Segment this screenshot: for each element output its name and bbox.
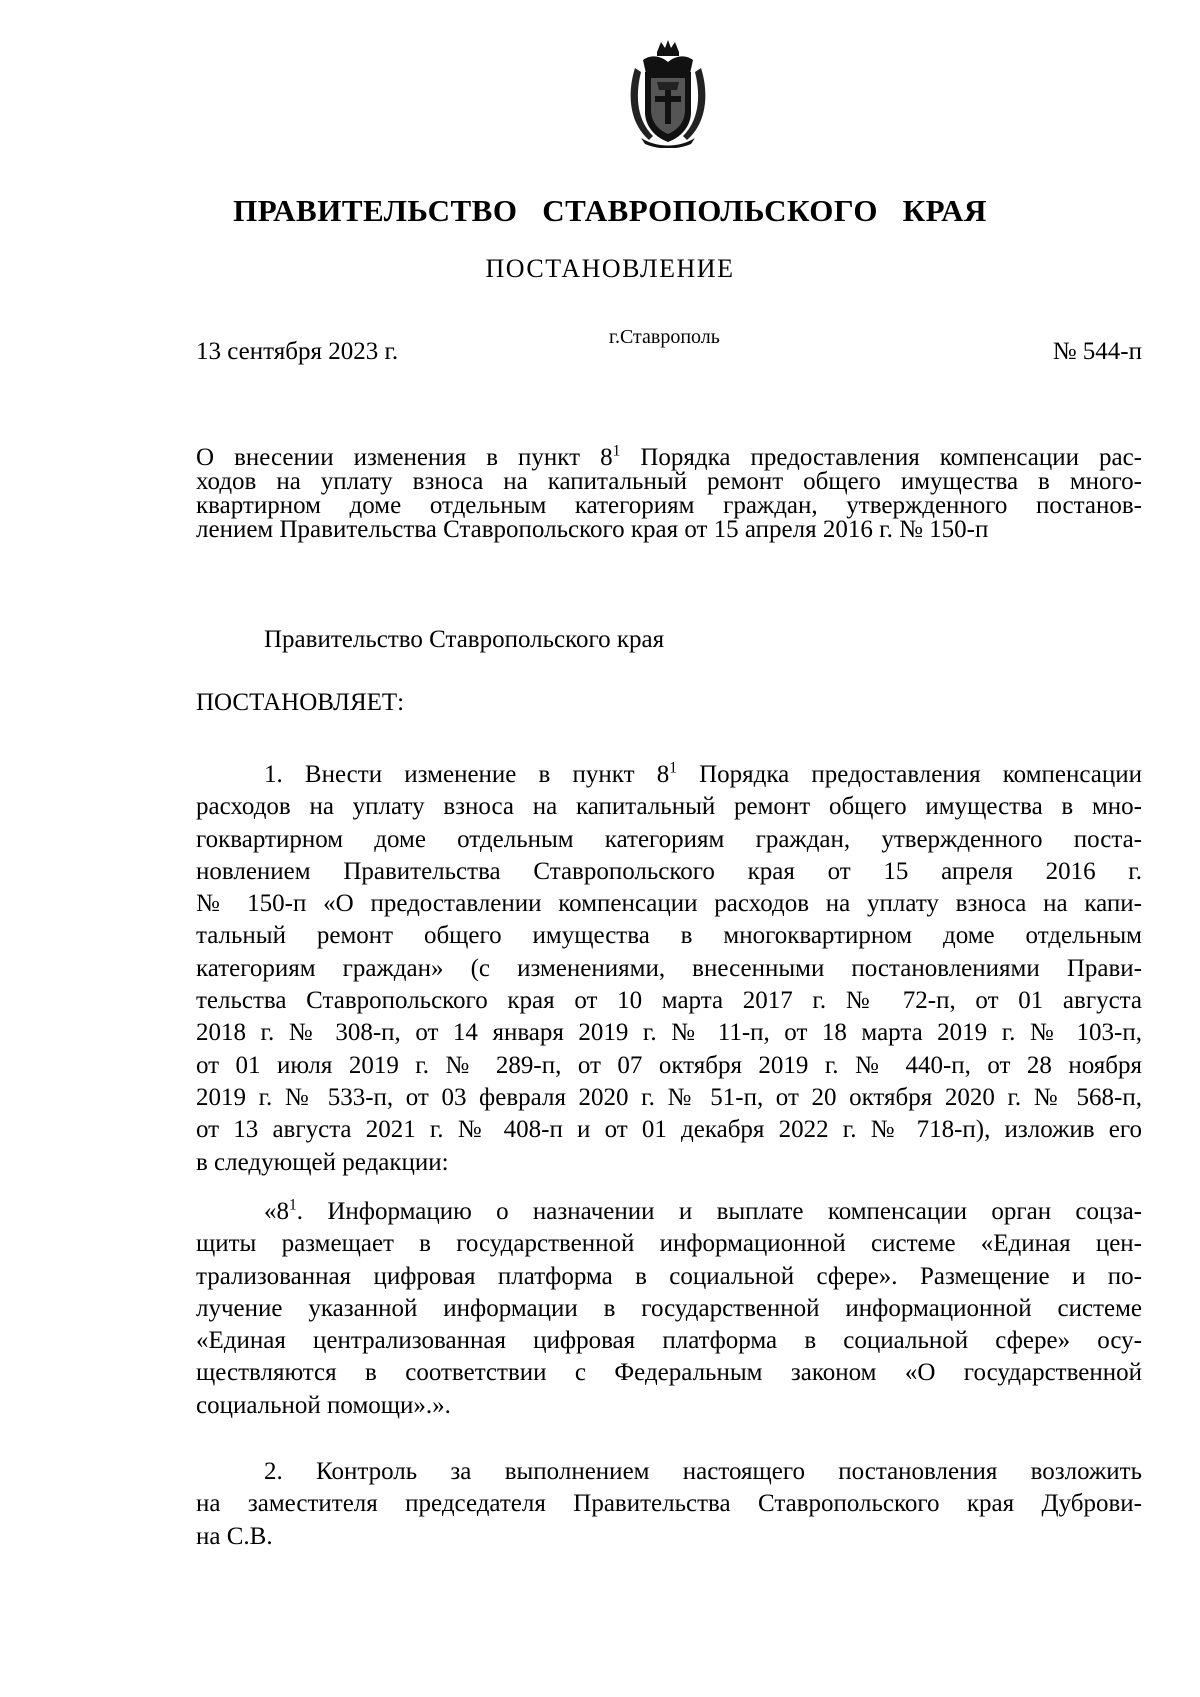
item-1 (196, 759, 1142, 1179)
preamble: Правительство Ставропольского края (264, 626, 665, 653)
paragraph-line: 1. Внести изменение в пункт $8^1$ Порядка предоставления компенсации (264, 759, 1143, 788)
paragraph-line: «Единая централизованная цифровая платформа в социальной сфере» осу- (196, 1327, 1142, 1355)
paragraph-line: новлением Правительства Ставропольского края от 15 апреля 2016 г. (196, 857, 1142, 885)
document-city: г.Ставрополь (609, 326, 720, 348)
paragraph-line: № 150-п «О предоставлении компенсации расходов на уплату взноса на капи- (196, 890, 1142, 918)
quoted-amendment (196, 1196, 1142, 1422)
paragraph-line: от 01 июля 2019 г. № 289-п, от 07 октября 2019 г. № 440-п, от 28 ноября (196, 1051, 1142, 1079)
decree-word: ПОСТАНОВЛЯЕТ: (196, 689, 405, 716)
paragraph-line: расходов на уплату взноса на капитальный ремонт общего имущества в мно- (196, 793, 1142, 821)
paragraph-line: ществляются в соответствии с Федеральным законом «О государственной (196, 1359, 1142, 1387)
coat-of-arms-icon (627, 38, 709, 148)
item-2 (196, 1456, 1142, 1553)
paragraph-line: на С.В. (196, 1522, 273, 1550)
document-type: ПОСТАНОВЛЕНИЕ (485, 254, 735, 283)
subject-line: квартирном доме отдельным категориям граждан, утвержденного постанов- (196, 492, 1142, 519)
paragraph-line: 2. Контроль за выполнением настоящего постановления возложить (264, 1458, 1142, 1485)
paragraph-line: социальной помощи».». (196, 1391, 451, 1419)
paragraph-line: 2019 г. № 533-п, от 03 февраля 2020 г. № 51-п, от 20 октября 2020 г. № 568-п, (196, 1083, 1142, 1111)
government-title: ПРАВИТЕЛЬСТВО СТАВРОПОЛЬСКОГО КРАЯ (233, 193, 987, 228)
paragraph-line: на заместителя председателя Правительства Ставропольского края Дуброви- (196, 1490, 1142, 1518)
paragraph-line: гоквартирном доме отдельным категориям граждан, утвержденного поста- (196, 825, 1142, 853)
paragraph-line: тальный ремонт общего имущества в многоквартирном доме отдельным (196, 922, 1142, 950)
subject-line: О внесении изменения в пункт $8^1$ Порядка предоставления компенсации рас- (196, 442, 1143, 471)
subject-line: ходов на уплату взноса на капитальный ремонт общего имущества в много- (196, 468, 1142, 495)
document-subject (196, 442, 1143, 543)
paragraph-line: лучение указанной информации в государственной информационной системе (196, 1294, 1142, 1322)
paragraph-line: щиты размещает в государственной информационной системе «Единая цен- (196, 1230, 1142, 1258)
paragraph-line: категориям граждан» (с изменениями, внесенными постановлениями Прави- (196, 954, 1142, 982)
paragraph-line: 2018 г. № 308-п, от 14 января 2019 г. № 11-п, от 18 марта 2019 г. № 103-п, (196, 1019, 1142, 1047)
document-date: 13 сентября 2023 г. (196, 338, 399, 365)
paragraph-line: от 13 августа 2021 г. № 408-п и от 01 декабря 2022 г. № 718-п), изложив его (196, 1116, 1142, 1144)
document-number: № 544-п (1052, 338, 1142, 365)
paragraph-line: в следующей редакции: (196, 1148, 449, 1176)
subject-line: лением Правительства Ставропольского края от 15 апреля 2016 г. № 150-п (196, 516, 989, 543)
paragraph-line: трализованная цифровая платформа в социальной сфере». Размещение и по- (196, 1262, 1142, 1290)
paragraph-line: «$8^1$. Информацию о назначении и выплате компенсации орган соцза- (264, 1196, 1142, 1225)
paragraph-line: тельства Ставропольского края от 10 марта 2017 г. № 72-п, от 01 августа (196, 987, 1142, 1015)
